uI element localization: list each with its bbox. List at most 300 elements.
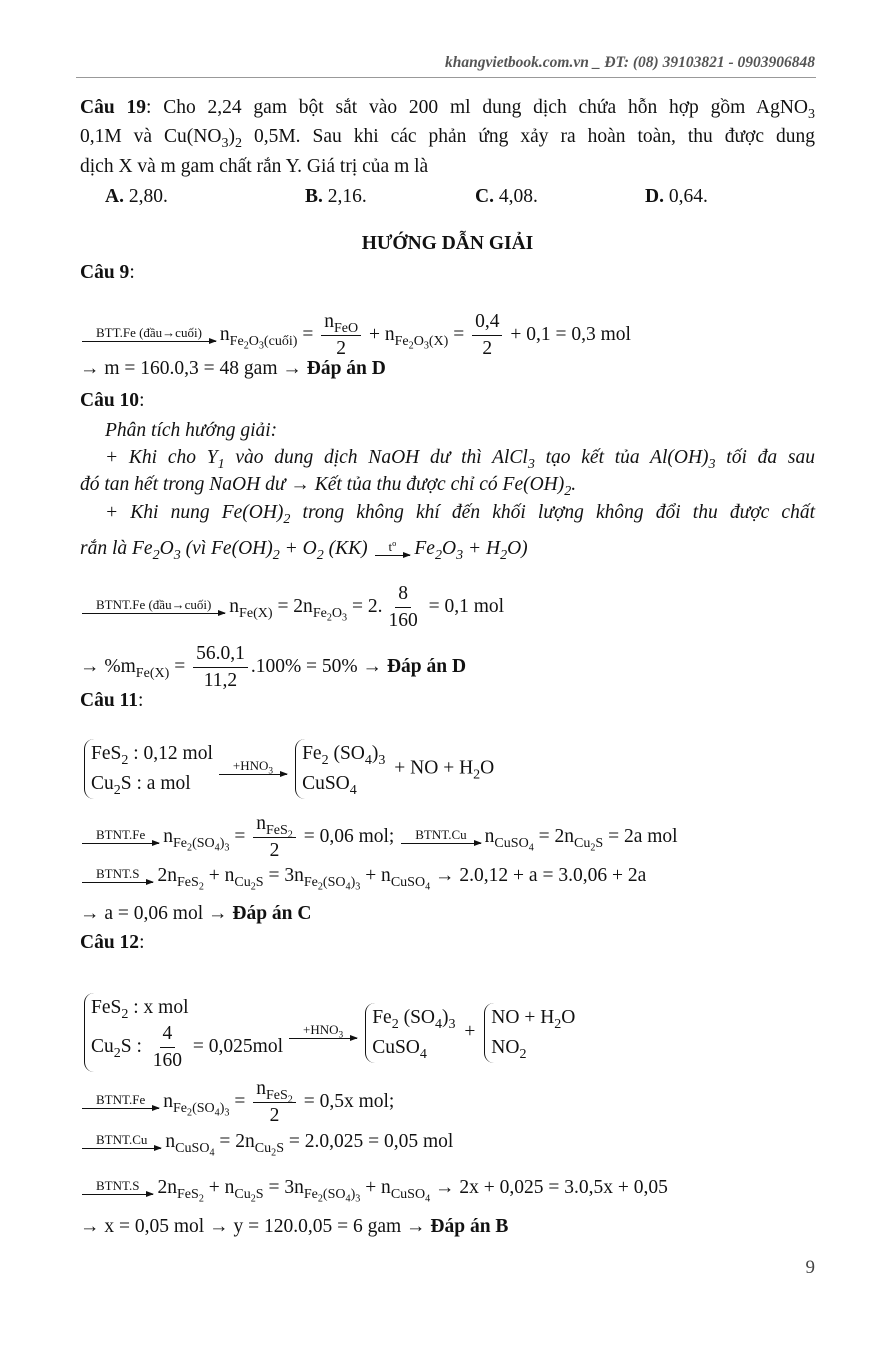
text-run: NO <box>491 1036 520 1058</box>
arrow-label <box>82 326 216 341</box>
analysis-text <box>105 446 815 470</box>
text-run: CuSO <box>302 773 350 794</box>
brace-system <box>84 739 213 799</box>
text-run: n <box>484 826 495 848</box>
text-run: 2 <box>121 751 129 768</box>
text-run: CuSO <box>372 1036 420 1058</box>
text-run: O <box>561 1006 576 1028</box>
text-run: ) <box>219 1100 225 1117</box>
brace-system <box>484 1003 575 1063</box>
question-11-result <box>80 902 815 926</box>
question-9-title <box>80 261 815 285</box>
text-run: (X) <box>428 332 449 349</box>
text-run: Câu 9 <box>80 262 130 283</box>
text-run: BTNT.Cu <box>96 1131 148 1147</box>
subscript <box>136 665 170 681</box>
question-12-equation <box>80 1176 815 1205</box>
question-19-line <box>80 96 815 120</box>
subscript <box>239 605 273 621</box>
bold-text <box>80 932 139 953</box>
numerator <box>321 311 361 336</box>
brace-row <box>91 1023 283 1072</box>
subscript <box>235 135 242 151</box>
text-run: 0,64. <box>663 186 708 207</box>
text-run: S : <box>120 1035 147 1057</box>
text-run: 2,16. <box>322 186 367 207</box>
question-19-line <box>80 125 815 149</box>
text-run: S <box>276 1139 284 1156</box>
text-run: = 2. <box>347 595 383 617</box>
subscript <box>265 1086 293 1106</box>
bold-text <box>475 186 494 207</box>
text-run: CuSO <box>175 1139 210 1156</box>
text-run: BTNT.Fe <box>96 1091 146 1107</box>
brace-row <box>91 769 213 799</box>
reaction-arrow <box>82 1179 153 1199</box>
text-run: = <box>169 655 191 677</box>
text-run: CuSO <box>494 835 529 852</box>
text-run: O <box>413 332 424 349</box>
arrow-label <box>82 867 153 882</box>
subscript <box>114 1045 121 1061</box>
bold-text <box>387 656 466 677</box>
text-run: FeS <box>176 873 199 890</box>
brace-row <box>302 769 385 799</box>
subscript <box>288 829 293 840</box>
question-19-line <box>80 155 815 179</box>
text-run: Cu <box>234 1185 251 1202</box>
text-run: 2 <box>152 546 160 563</box>
subscript <box>574 835 604 854</box>
text-run: Câu 12 <box>80 932 140 953</box>
text-run: FeS <box>91 743 122 764</box>
bold-text <box>307 358 386 379</box>
subscript <box>218 456 225 472</box>
question-11-title <box>80 689 815 713</box>
question-9-equation <box>80 311 815 360</box>
text-run: Cu <box>91 1035 114 1057</box>
text-run: n <box>219 323 230 345</box>
text-run: S <box>255 873 264 890</box>
reaction-arrow <box>82 326 216 346</box>
question-10-result <box>80 643 815 692</box>
numerator <box>160 1023 176 1048</box>
text-run: 4 <box>528 842 534 854</box>
superscript <box>392 537 396 547</box>
text-run: → 2.0,12 + a = 3.0,06 + 2a <box>430 865 647 886</box>
subscript <box>808 106 815 122</box>
bold-text <box>430 1216 508 1237</box>
subscript <box>176 1185 204 1205</box>
text-run: = <box>448 323 470 345</box>
text-run: 0,4 <box>475 311 500 332</box>
text-run: Fe <box>172 835 188 852</box>
text-run: 3 <box>456 546 464 563</box>
text-run: A. <box>105 186 124 207</box>
arrow-label <box>82 1133 161 1148</box>
numerator <box>253 813 296 841</box>
arrow-icon <box>82 1108 159 1109</box>
text-run: 3 <box>268 766 274 777</box>
text-run: 4,08. <box>493 186 538 207</box>
text-run: + n <box>203 1177 235 1198</box>
text-run: 3 <box>807 105 815 122</box>
subscript <box>174 547 181 563</box>
text-run: 3 <box>221 134 229 151</box>
text-run: = 3n <box>263 865 304 886</box>
text-run: tạo kết tủa Al(OH) <box>534 447 709 468</box>
text-run: ) <box>350 873 356 890</box>
text-run: O <box>331 604 343 621</box>
text-run: 2 <box>187 842 193 854</box>
text-run: : <box>139 932 145 953</box>
text-run: : <box>139 390 145 411</box>
text-run: BTNT.Fe <box>96 826 146 842</box>
text-run: 4 <box>349 781 357 798</box>
question-12-equation <box>80 1078 815 1127</box>
page-header: khangvietbook.com.vn _ ĐT: (08) 39103821 - 0903906848 <box>445 54 815 71</box>
fraction <box>253 813 296 862</box>
subscript <box>176 873 204 893</box>
text-run: đó tan hết trong NaOH dư → Kết tủa thu được chỉ có Fe(OH) <box>80 474 565 495</box>
arrow-icon <box>82 843 159 844</box>
numerator <box>395 583 411 608</box>
text-run: 3 <box>224 1107 230 1119</box>
text-run: 4 <box>425 1193 431 1205</box>
text-run: = 0,025mol <box>188 1035 284 1057</box>
analysis-text <box>105 501 815 525</box>
text-run: (SO <box>192 1100 215 1117</box>
text-run: 2 <box>408 340 414 352</box>
question-11-equation <box>80 864 815 893</box>
text-run: ) <box>350 1185 356 1202</box>
text-run: ) <box>442 1006 449 1028</box>
text-run: (KK) <box>323 538 373 559</box>
text-run: vào dung dịch NaOH dư thì AlCl <box>224 447 528 468</box>
subscript <box>334 320 358 336</box>
text-run: n <box>324 311 334 332</box>
reaction-arrow <box>82 1133 161 1153</box>
text-run: rắn là Fe <box>80 538 153 559</box>
text-run: 3 <box>378 751 386 768</box>
text-run: 3 <box>527 455 535 472</box>
subscript <box>435 547 442 563</box>
text-run: = 2a mol <box>603 826 678 848</box>
fraction <box>385 583 420 632</box>
text-run: → %m <box>80 655 136 677</box>
text-run: : <box>137 690 144 711</box>
text-run: = 2n <box>214 1131 255 1152</box>
option-d <box>645 185 708 209</box>
denominator <box>385 608 420 632</box>
arrow-label <box>401 828 480 843</box>
text-run: 2 <box>326 612 332 624</box>
text-run: NO + H <box>491 1006 555 1028</box>
text-run: D. <box>645 186 664 207</box>
text-run: : x mol <box>128 997 189 1018</box>
text-run: 2 <box>500 546 508 563</box>
subscript <box>322 752 329 768</box>
question-12-equation <box>80 1130 815 1159</box>
header-rule <box>76 77 816 78</box>
subscript <box>378 752 385 768</box>
text-run: + Khi nung Fe(OH) <box>105 502 284 523</box>
question-11-equation <box>80 813 815 862</box>
text-run: 3 <box>338 1029 344 1040</box>
brace-row <box>91 739 213 769</box>
text-run: O <box>441 538 457 559</box>
subscript <box>303 1185 361 1205</box>
text-run: n <box>163 826 173 848</box>
text-run: 2 <box>187 1107 193 1119</box>
bold-text <box>80 262 129 283</box>
text-run: n <box>163 1091 173 1113</box>
denominator <box>150 1048 185 1072</box>
text-run: BTT.Fe (đầu→cuối) <box>96 324 202 340</box>
text-run: : <box>129 262 135 283</box>
analysis-text <box>80 473 815 497</box>
text-run: = <box>297 323 319 345</box>
text-run: + 0,1 = 0,3 mol <box>505 323 631 345</box>
arrow-icon <box>375 555 411 556</box>
text-run: FeS <box>265 1086 288 1103</box>
text-run: n <box>256 813 266 834</box>
text-run: + n <box>364 323 395 345</box>
text-run: +HNO <box>303 1021 339 1037</box>
brace-row <box>91 993 283 1023</box>
text-run: 3 <box>355 1193 361 1205</box>
text-run: 4 <box>345 1193 351 1205</box>
text-run: n <box>229 595 240 617</box>
text-run: + n <box>203 865 235 886</box>
text-run: 2 <box>121 1005 129 1022</box>
text-run: Fe <box>172 1100 188 1117</box>
text-run: + O <box>279 538 317 559</box>
text-run: 2 <box>269 1105 280 1127</box>
brace-system <box>365 1003 455 1063</box>
reaction-arrow <box>375 537 411 560</box>
reaction-arrow <box>82 867 153 887</box>
text-run: 2 <box>283 510 291 527</box>
text-run: Câu 19 <box>80 97 146 118</box>
bold-text <box>645 186 664 207</box>
text-run: 2 <box>287 1094 293 1106</box>
reaction-arrow <box>82 1093 159 1113</box>
text-run: 2 <box>287 829 293 841</box>
brace-system <box>84 993 283 1072</box>
subscript <box>234 873 264 893</box>
text-run: 4 <box>435 1015 443 1032</box>
question-12-title <box>80 931 815 955</box>
text-run: Câu 11 <box>80 690 138 711</box>
subscript <box>175 1139 215 1159</box>
subscript <box>317 547 324 563</box>
question-9-result <box>80 357 815 381</box>
subscript <box>449 1015 456 1031</box>
analysis-text <box>80 537 815 561</box>
text-run: 4 <box>425 881 431 893</box>
text-run: 2 <box>590 842 596 854</box>
text-run: (cuối) <box>263 332 298 349</box>
brace-row <box>372 1003 455 1033</box>
text-run: Đáp án D <box>386 655 467 677</box>
text-run: +HNO <box>232 758 269 773</box>
text-run: Câu 10 <box>80 390 140 411</box>
text-run: ) <box>219 835 225 852</box>
text-run: Fe(X) <box>135 664 170 681</box>
arrow-label <box>82 1093 159 1108</box>
text-run: S : a mol <box>120 773 191 794</box>
text-run: = 2.0,025 = 0,05 mol <box>284 1131 454 1152</box>
text-run: t <box>388 538 393 554</box>
text-run: 2 <box>272 546 280 563</box>
subscript <box>234 1185 264 1205</box>
brace-row <box>491 1003 575 1033</box>
text-run: Phân tích hướng giải: <box>105 420 278 441</box>
brace-row <box>302 739 385 769</box>
text-run: 2 <box>519 1045 527 1062</box>
text-run: o <box>392 537 397 548</box>
subscript <box>254 1139 284 1159</box>
text-run: 4 <box>214 842 220 854</box>
bold-text <box>80 97 146 118</box>
solution-heading: HƯỚNG DẪN GIẢI <box>361 233 534 254</box>
text-run: 2 <box>243 340 249 352</box>
subscript <box>273 547 280 563</box>
text-run: O <box>248 332 259 349</box>
subscript <box>519 1045 526 1061</box>
text-run: BTNT.Fe (đầu→cuối) <box>96 596 212 612</box>
text-run: 4 <box>214 1107 220 1119</box>
text-run: Cu <box>91 773 114 794</box>
arrow-label <box>82 1179 153 1194</box>
text-run: 2 <box>482 338 493 359</box>
text-run: Fe <box>394 332 409 349</box>
arrow-label <box>82 598 225 613</box>
option-a <box>105 185 168 209</box>
arrow-icon <box>82 882 153 883</box>
text-run: Fe <box>302 743 322 764</box>
text-run: = 0,06 mol; <box>298 826 400 848</box>
text-run: .100% = 50% → <box>250 655 387 677</box>
text-run: → 2x + 0,025 = 3.0,5x + 0,05 <box>430 1177 668 1198</box>
subscript <box>288 1094 293 1105</box>
reaction-arrow <box>219 759 287 779</box>
subscript <box>312 604 348 624</box>
text-run: 2 <box>336 338 347 359</box>
text-run: O <box>480 757 495 779</box>
text-run: + NO + H <box>389 757 474 779</box>
text-run: + H <box>463 538 501 559</box>
subscript <box>153 547 160 563</box>
brace-row <box>491 1033 575 1063</box>
text-run: (SO <box>398 1006 435 1028</box>
text-run: 2 <box>113 781 121 798</box>
fraction <box>193 643 248 692</box>
text-run: 3 <box>342 612 348 624</box>
text-run: 8 <box>398 583 408 604</box>
subscript <box>494 835 534 854</box>
text-run: 0,1M và Cu(NO <box>80 126 222 147</box>
question-12-result <box>80 1215 815 1239</box>
text-run: C. <box>475 186 494 207</box>
text-run: 3 <box>224 842 230 854</box>
text-run: dịch X và m gam chất rắn Y. Giá trị của m là <box>80 156 429 177</box>
text-run: . <box>571 474 577 495</box>
text-run: 2 <box>564 482 572 499</box>
question-11-reaction <box>80 739 815 799</box>
text-run: Cu <box>254 1139 272 1156</box>
text-run: Đáp án B <box>430 1216 509 1237</box>
text-run: n <box>165 1131 176 1152</box>
option-c <box>475 185 538 209</box>
text-run: Đáp án C <box>232 903 312 924</box>
subscript <box>420 1045 427 1061</box>
arrow-label <box>289 1023 357 1038</box>
text-run: ) <box>371 743 379 764</box>
reaction-arrow <box>289 1023 357 1043</box>
text-run: 2 <box>271 1147 277 1159</box>
subscript <box>365 752 372 768</box>
subscript <box>709 456 716 472</box>
text-run: 3 <box>708 455 716 472</box>
question-12-reaction <box>80 993 815 1072</box>
text-run: trong không khí đến khối lượng không đổi thu được chất <box>290 502 815 523</box>
text-run: = 2n <box>533 826 574 848</box>
text-run: (vì Fe(OH) <box>180 538 273 559</box>
text-run: : 0,12 mol <box>128 743 213 764</box>
text-run: FeO <box>333 319 359 336</box>
arrow-icon <box>82 1148 161 1149</box>
page-number: 9 <box>805 1257 815 1278</box>
text-run: (SO <box>328 743 365 764</box>
subscript <box>528 456 535 472</box>
text-run: Fe <box>312 604 327 621</box>
subscript <box>172 1100 230 1119</box>
text-run: (SO <box>322 1185 346 1202</box>
text-run: + n <box>360 865 391 886</box>
text-run: Cu <box>234 873 251 890</box>
text-run: 11,2 <box>203 670 238 691</box>
text-run: 2 <box>316 546 324 563</box>
text-run: = 3n <box>263 1177 304 1198</box>
text-run: CuSO <box>390 873 426 890</box>
fraction <box>150 1023 185 1072</box>
bold-text <box>232 903 311 924</box>
subscript <box>265 821 293 841</box>
denominator <box>267 1103 283 1127</box>
text-run: S <box>595 835 604 852</box>
text-run: 56.0,1 <box>196 643 245 664</box>
text-run: 3 <box>423 340 429 352</box>
text-run: 3 <box>355 881 361 893</box>
subscript <box>303 873 361 893</box>
arrow-icon <box>82 341 216 342</box>
text-run: 0,5M. Sau khi các phản ứng xảy ra hoàn toàn, thu được dung <box>241 126 815 147</box>
arrow-icon <box>289 1038 357 1039</box>
reaction-arrow <box>401 828 480 848</box>
text-run: = 0,5x mol; <box>298 1091 395 1113</box>
denominator <box>267 838 283 862</box>
text-run: 160 <box>152 1050 183 1071</box>
text-run: 1 <box>217 455 225 472</box>
text-run: CuSO <box>390 1185 426 1202</box>
text-run: Fe <box>303 873 318 890</box>
text-run: S <box>255 1185 264 1202</box>
text-run: FeS <box>176 1185 199 1202</box>
text-run: Fe(X) <box>239 604 273 621</box>
text-run: 4 <box>345 881 351 893</box>
